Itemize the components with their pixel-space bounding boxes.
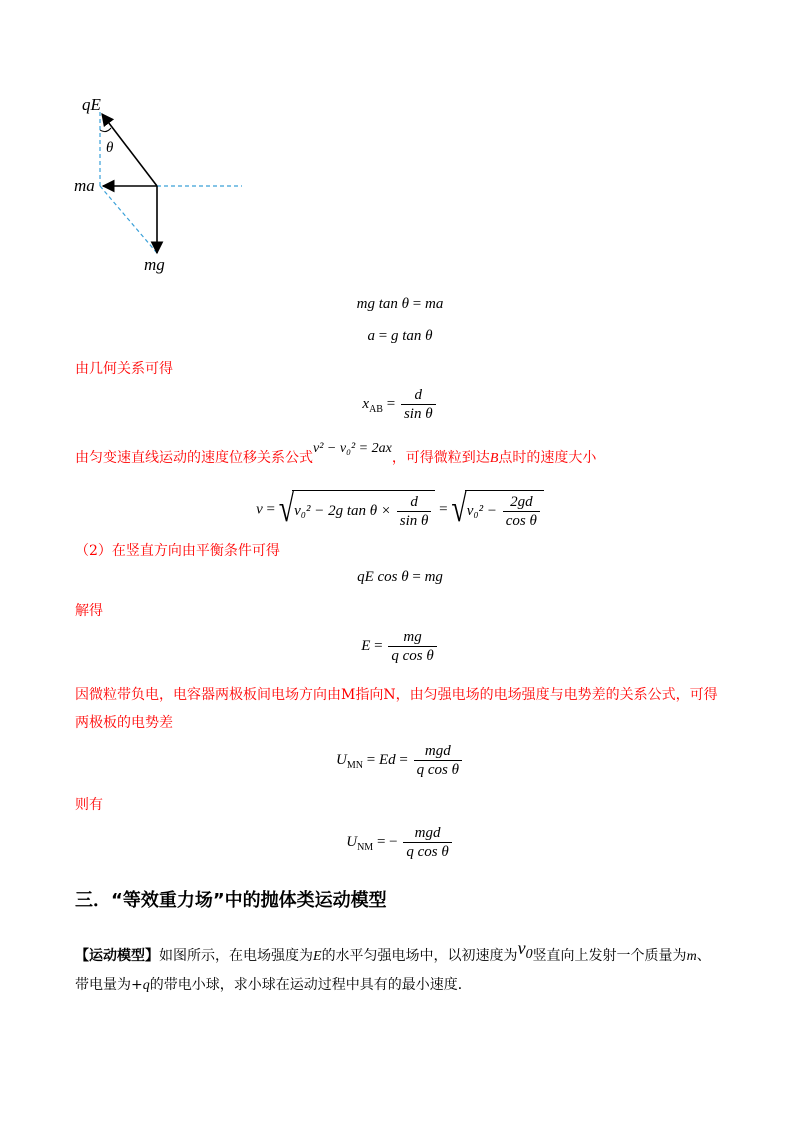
equation-u-nm: $U_{NM}$ = − $\frac{\text{mgd}}{\text{q cos θ}}$ [0,824,800,861]
model-line1-d: 、 [696,948,711,964]
equation-e: E = $\frac{mg}{\text{q cos θ}}$ [0,628,800,665]
eq8-sub: NM [357,841,374,853]
eq1-right: ma [425,296,444,312]
eq3-numerator: d [401,386,436,405]
model-line2-a: 带电量为+ [75,977,143,993]
eq4-sqrt2: √v₀² − $\frac{2gd}{\text{cos θ}}$ [451,490,544,530]
eq4-den2: cos θ [505,513,537,529]
text2-formula: v² − v₀² = 2ax [313,441,392,456]
model-line2-b: 的带电小球，求小球在运动过程中具有的最小速度． [149,977,472,993]
text-potential-difference-line1: 因微粒带负电，电容器两极板间电场方向由M指向N，由匀强电场的电场强度与电势差的关系公式，可得 [75,687,718,703]
eq4-den1: sin θ [399,513,429,529]
equation-u-mn: $U_{MN} = Ed$ = $\frac{\text{mgd}}{\text{q cos θ}}$ [0,742,800,779]
eq4-term1: v₀² − 2g tan θ × [294,502,392,519]
eq3-denominator: sin θ [403,406,433,422]
label-ma: ma [74,176,95,195]
text-solve: 解得 [75,603,103,619]
equation-qe-cos: qE cos θ = mg [357,569,443,585]
eq6-denominator: q cos θ [391,648,434,664]
eq7-u: U [336,751,347,768]
model-line1-a: 如图所示，在电场强度为 [159,948,313,964]
eq4-term2: v₀² − [466,502,497,519]
text-then: 则有 [75,797,103,813]
eq8-denominator: q cos θ [406,844,449,860]
eq8-numerator: mgd [403,824,451,843]
eq2-right: g tan θ [390,328,433,344]
eq3-left: x [362,395,370,412]
eq6-fraction [388,628,436,665]
eq6-numerator: mg [388,628,436,647]
eq4-fraction1 [397,493,432,530]
eq8-u: U [346,833,358,850]
label-theta: θ [106,140,114,156]
equation-x-ab: $x_{AB}$ = $\frac{d}{\text{sin θ}}$ [0,386,800,423]
eq3-fraction [401,386,436,423]
text2-point-b: B [489,451,499,466]
eq4-fraction2 [503,493,540,530]
eq7-numerator: mgd [414,742,462,761]
equation-a-g-tan-theta: a = g tan θ [367,328,433,344]
theta-angle-arc [100,128,111,132]
eq4-num2: 2gd [503,493,540,512]
model-m: m [686,949,697,964]
section-heading: 三．“等效重力场”中的抛体类运动模型 [75,890,387,911]
equation-v-sqrt: v = √v₀² − 2g tan θ × $\frac{d}{\text{sin θ}}$ = √v₀² − $\frac{2gd}{\text{cos θ}}$ [0,490,800,530]
text-potential-difference-line2: 两极板的电势差 [75,715,173,731]
model-v0-sub: 0 [525,946,533,962]
text-geometric-relation: 由几何关系可得 [75,361,173,377]
model-q: q [142,978,150,993]
eq8-sign: − [389,833,398,850]
eq5-right: mg [424,569,443,585]
eq7-denominator: q cos θ [416,762,459,778]
eq4-lhs: v [256,501,263,518]
model-e: E [313,949,322,964]
model-line1-b: 的水平匀强电场中，以初速度为 [321,948,518,964]
eq2-left: a [367,328,375,344]
equation-mg-tan-theta: mg tan θ = ma [356,296,444,312]
eq7-fraction [414,742,462,779]
text2-part1: 由匀变速直线运动的速度位移关系公式 [75,450,313,466]
eq7-sub: MN [346,759,363,771]
text2-part3: 点时的速度大小 [498,450,597,466]
model-label: 【运动模型】 [75,948,159,964]
eq7-mid: Ed [378,751,396,768]
label-qe: qE [82,95,101,114]
text2-part2: ，可得微粒到达 [391,450,490,466]
model-line2 [75,975,472,996]
eq3-sub: AB [369,403,383,415]
eq4-sqrt1: √v₀² − 2g tan θ × $\frac{d}{\text{sin θ}}$ [279,490,436,530]
force-diagram [60,90,260,280]
model-v0: v [517,938,526,958]
model-line1-c: 竖直向上发射一个质量为 [532,948,687,964]
model-line1 [75,938,711,971]
eq5-left: qE cos θ [357,569,409,585]
eq1-left: mg tan θ [356,296,410,312]
text-velocity-displacement [75,441,597,469]
eq4-num1: d [397,493,432,512]
eq8-fraction [403,824,451,861]
eq6-left: E [361,637,371,654]
text-vertical-equilibrium: （2）在竖直方向由平衡条件可得 [75,543,280,559]
label-mg: mg [144,255,165,274]
dashed-diagonal-line [100,186,157,253]
